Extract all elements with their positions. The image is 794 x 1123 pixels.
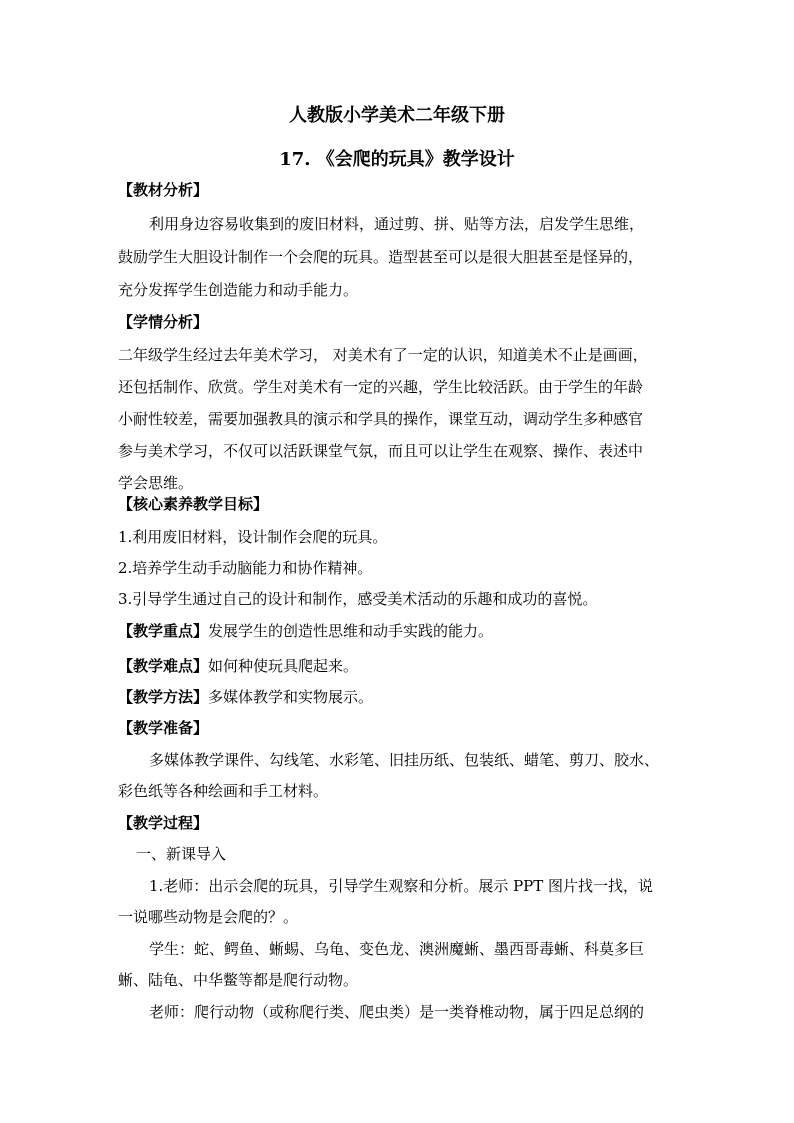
heading-textbook-analysis: 【教材分析】 <box>118 181 209 199</box>
process-part-title: 一、新课导入 <box>136 845 227 863</box>
paragraph-line: 充分发挥学生创造能力和动手能力。 <box>118 281 359 299</box>
paragraph-line: 小耐性较差，需要加强教具的演示和学具的操作，课堂互动，调动学生多种感官 <box>118 410 644 428</box>
goal-item: 2.培养学生动手动脑能力和协作精神。 <box>118 559 373 577</box>
heading-teaching-process: 【教学过程】 <box>118 814 209 832</box>
teaching-difficulty <box>118 656 678 676</box>
document-subtitle: 17. 《会爬的玩具》教学设计 <box>279 149 515 170</box>
heading-student-analysis: 【学情分析】 <box>118 313 209 331</box>
paragraph-line: 1.老师：出示会爬的玩具，引导学生观察和分析。展示 PPT 图片找一找，说 <box>149 877 654 895</box>
paragraph-line: 参与美术学习，不仅可以活跃课堂气氛，而且可以让学生在观察、操作、表述中 <box>118 442 644 460</box>
paragraph-line: 二年级学生经过去年美术学习， 对美术有了一定的认识，知道美术不止是画画， <box>118 346 648 364</box>
paragraph-line: 老师：爬行动物（或称爬行类、爬虫类）是一类脊椎动物，属于四足总纲的 <box>149 1003 645 1021</box>
label-key-point: 【教学重点】 <box>118 622 209 640</box>
goal-item: 3.引导学生通过自己的设计和制作，感受美术活动的乐趣和成功的喜悦。 <box>118 590 598 608</box>
text-key-point: 发展学生的创造性思维和动手实践的能力。 <box>208 622 494 640</box>
paragraph-line: 一说哪些动物是会爬的？。 <box>118 908 299 926</box>
text-method: 多媒体教学和实物展示。 <box>208 688 374 706</box>
paragraph-line: 学生：蛇、鳄鱼、蜥蜴、乌龟、变色龙、澳洲魔蜥、墨西哥毒蜥、科莫多巨 <box>149 940 645 958</box>
text-difficulty: 如何种使玩具爬起来。 <box>208 657 359 675</box>
label-difficulty: 【教学难点】 <box>118 657 209 675</box>
paragraph-line: 蜥、陆龟、中华鳖等都是爬行动物。 <box>118 971 359 989</box>
teaching-method <box>118 687 678 707</box>
document-title: 人教版小学美术二年级下册 <box>289 105 505 126</box>
paragraph-line: 利用身边容易收集到的废旧材料，通过剪、拼、贴等方法，启发学生思维， <box>149 215 645 233</box>
paragraph-line: 鼓励学生大胆设计制作一个会爬的玩具。造型甚至可以是很大胆甚至是怪异的， <box>118 248 644 266</box>
heading-teaching-goals: 【核心素养教学目标】 <box>118 495 269 513</box>
heading-preparation: 【教学准备】 <box>118 719 209 737</box>
paragraph-line: 多媒体教学课件、勾线笔、水彩笔、旧挂历纸、包装纸、蜡笔、剪刀、胶水、 <box>149 751 660 769</box>
teaching-key-point <box>118 621 678 641</box>
paragraph-line: 还包括制作、欣赏。学生对美术有一定的兴趣，学生比较活跃。由于学生的年龄 <box>118 378 644 396</box>
paragraph-line: 学会思维。 <box>118 474 194 492</box>
paragraph-line: 彩色纸等各种绘画和手工材料。 <box>118 782 329 800</box>
goal-item: 1.利用废旧材料，设计制作会爬的玩具。 <box>118 528 388 546</box>
label-method: 【教学方法】 <box>118 688 209 706</box>
